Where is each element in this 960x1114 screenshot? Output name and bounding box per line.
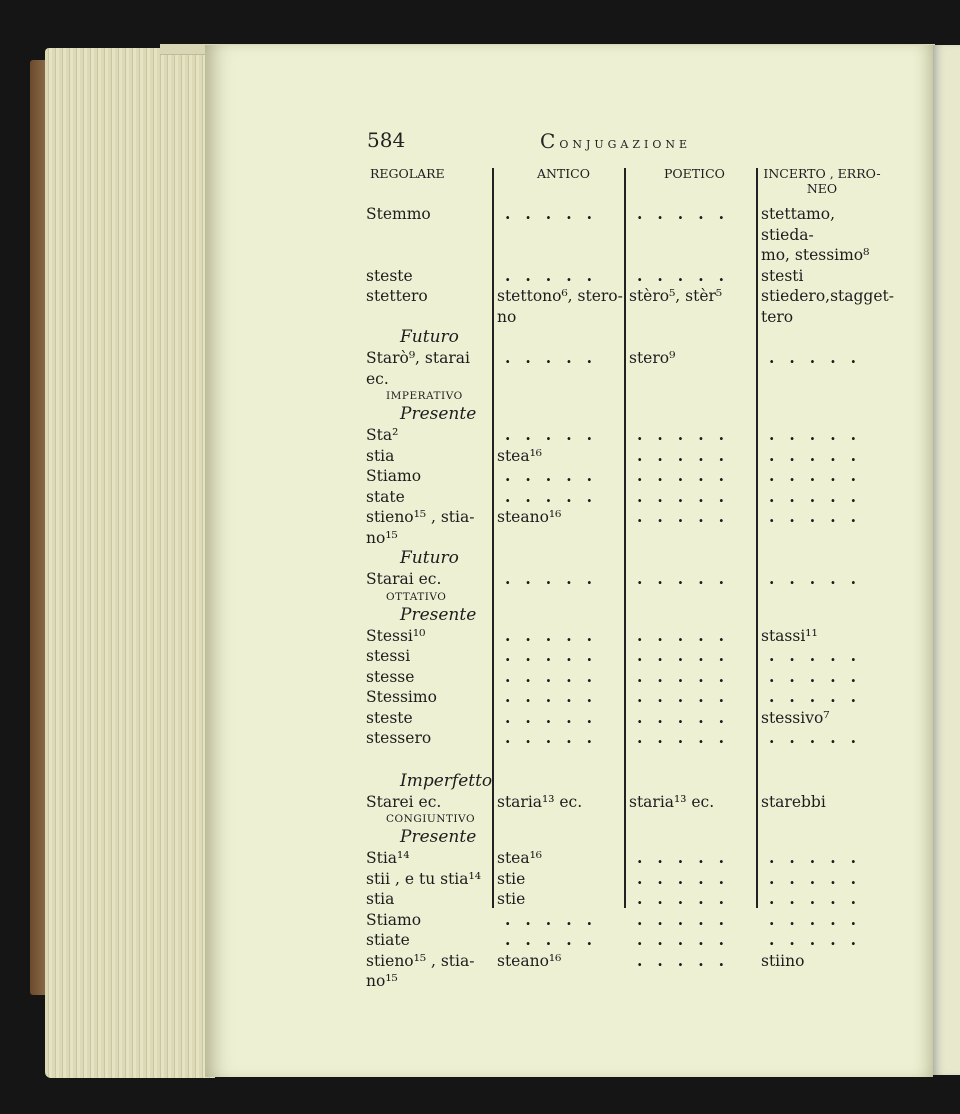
cell-poetico: ..... — [637, 666, 739, 686]
cell-incerto: ..... — [769, 466, 871, 485]
cell-incerto: stettamo, stieda- mo, stessimo⁸ — [761, 205, 870, 264]
cell-antico: ..... — [505, 666, 607, 686]
cell-antico: ..... — [505, 569, 607, 588]
cell-regolare: stiate — [366, 931, 410, 949]
cell-regolare: Stiamo — [366, 467, 422, 485]
cell-poetico: ..... — [637, 466, 739, 485]
column-header-antico: ANTICO — [536, 166, 590, 181]
cell-poetico: ..... — [637, 728, 739, 747]
mood-heading: CONGIUNTIVO — [386, 813, 476, 825]
cell-regolare: stesse — [366, 667, 415, 686]
cell-antico: ..... — [505, 204, 607, 223]
cell-incerto: stiedero,stagget- tero — [761, 287, 894, 326]
cell-antico: ..... — [505, 466, 607, 485]
tense-heading: Futuro — [400, 327, 459, 347]
table-row — [366, 687, 882, 708]
table-row — [366, 286, 894, 327]
cell-incerto: ..... — [769, 486, 871, 506]
cell-antico: ..... — [505, 348, 607, 367]
table-row — [366, 889, 882, 910]
table-row — [366, 569, 882, 590]
cell-poetico: ..... — [637, 486, 739, 506]
cell-antico: stea¹⁶ — [497, 849, 543, 867]
cell-antico: steano¹⁶ — [497, 951, 562, 970]
cell-incerto: ..... — [769, 445, 871, 465]
cell-antico: stettono⁶, stero- no — [497, 287, 623, 326]
page-edges — [45, 48, 215, 1078]
table-row — [366, 646, 882, 667]
cell-regolare: steste — [366, 708, 413, 727]
cell-incerto: ..... — [769, 646, 871, 665]
cell-regolare: stii , e tu stia¹⁴ — [366, 869, 481, 888]
cell-incerto: stesti — [761, 266, 804, 285]
cell-poetico: ..... — [637, 646, 739, 665]
table-row — [366, 348, 882, 389]
cell-incerto: stassi¹¹ — [761, 626, 818, 645]
tense-heading: Imperfetto — [400, 770, 493, 791]
tense-heading: Presente — [400, 604, 477, 625]
table-row — [366, 951, 882, 992]
tense-heading: Futuro — [400, 548, 459, 568]
mood-heading: OTTATIVO — [386, 590, 447, 603]
table-row — [366, 626, 882, 647]
cell-regolare: Stiamo — [366, 910, 422, 929]
table-row — [366, 507, 882, 548]
cell-poetico: ..... — [637, 265, 739, 285]
cell-incerto: ..... — [769, 848, 871, 867]
column-header-incerto: INCERTO , ERRO- NEO — [763, 166, 881, 196]
table-row — [366, 266, 882, 287]
column-header-poetico: POETICO — [664, 166, 725, 181]
table-row — [366, 848, 882, 869]
cell-regolare: stieno¹⁵ , stia- no¹⁵ — [366, 951, 475, 990]
cell-regolare: Stemmo — [366, 205, 431, 223]
cell-incerto: starebbi — [761, 792, 826, 811]
cell-regolare: stessi — [366, 647, 411, 665]
cell-poetico: ..... — [637, 625, 739, 645]
cell-poetico: staria¹³ ec. — [629, 792, 715, 811]
cell-regolare: Starai ec. — [366, 570, 442, 588]
spacer — [366, 749, 882, 771]
cell-incerto: ..... — [769, 930, 871, 949]
table-header — [366, 166, 882, 196]
cell-regolare: Sta² — [366, 426, 399, 444]
cell-poetico: ..... — [637, 889, 739, 908]
table-row — [366, 930, 882, 951]
cell-incerto: ..... — [769, 909, 871, 929]
cell-antico: ..... — [505, 687, 607, 706]
cell-antico: ..... — [505, 486, 607, 506]
cell-poetico: ..... — [637, 930, 739, 949]
running-head: Conjugazione — [540, 129, 692, 153]
cell-regolare: Stessimo — [366, 688, 437, 706]
cell-antico: ..... — [505, 707, 607, 727]
cell-antico: stie — [497, 890, 526, 908]
cell-incerto: ..... — [769, 425, 871, 444]
cell-regolare: Starò⁹, starai ec. — [366, 349, 470, 388]
table-row — [366, 446, 882, 467]
cell-poetico: ..... — [637, 848, 739, 867]
table-row — [366, 487, 882, 508]
cell-regolare: steste — [366, 266, 413, 285]
table-body — [366, 204, 894, 992]
mood-heading: IMPERATIVO — [386, 390, 463, 402]
cell-poetico: stero⁹ — [629, 349, 676, 367]
cell-regolare: stia — [366, 446, 395, 465]
conjugation-table — [366, 166, 894, 992]
tense-heading: Presente — [400, 827, 477, 847]
table-row — [366, 204, 882, 266]
cell-antico: steano¹⁶ — [497, 508, 562, 526]
cell-antico: ..... — [505, 728, 607, 747]
cell-incerto: ..... — [769, 666, 871, 686]
cell-regolare: state — [366, 487, 405, 506]
cell-antico: staria¹³ ec. — [497, 792, 583, 811]
table-row — [366, 667, 882, 688]
table-row — [366, 792, 882, 813]
cell-poetico: ..... — [637, 425, 739, 444]
cell-poetico: ..... — [637, 909, 739, 929]
table-row — [366, 466, 882, 487]
cell-poetico: ..... — [637, 507, 739, 526]
cell-regolare: stettero — [366, 287, 428, 305]
facing-page — [933, 45, 960, 1075]
cell-poetico: ..... — [637, 950, 739, 970]
cell-antico: ..... — [505, 646, 607, 665]
cell-poetico: ..... — [637, 204, 739, 223]
cell-regolare: stia — [366, 890, 395, 908]
cell-regolare: stessero — [366, 729, 432, 747]
table-row — [366, 910, 882, 931]
cell-poetico: stèro⁵, stèr⁵ — [629, 287, 723, 305]
cell-antico: ..... — [505, 909, 607, 929]
cell-incerto: ..... — [769, 728, 871, 747]
cell-incerto: ..... — [769, 507, 871, 526]
cell-poetico: ..... — [637, 569, 739, 588]
cell-regolare: stieno¹⁵ , stia- no¹⁵ — [366, 508, 475, 547]
cell-incerto: ..... — [769, 889, 871, 908]
cell-poetico: ..... — [637, 707, 739, 727]
table-row — [366, 869, 882, 890]
cell-poetico: ..... — [637, 687, 739, 706]
cell-poetico: ..... — [637, 445, 739, 465]
cell-antico: stie — [497, 869, 526, 888]
cell-antico: ..... — [505, 930, 607, 949]
cell-antico: ..... — [505, 425, 607, 444]
cell-incerto: stiino — [761, 951, 805, 970]
cell-incerto: ..... — [769, 348, 871, 367]
cell-incerto: ..... — [769, 569, 871, 588]
cell-regolare: Stessi¹⁰ — [366, 626, 426, 645]
table-row — [366, 728, 882, 749]
cell-incerto: stessivo⁷ — [761, 708, 830, 727]
page-number: 584 — [367, 128, 406, 152]
cell-incerto: ..... — [769, 687, 871, 706]
cell-regolare: Stia¹⁴ — [366, 849, 410, 867]
table-row — [366, 708, 882, 729]
cell-antico: ..... — [505, 625, 607, 645]
cell-poetico: ..... — [637, 868, 739, 888]
cell-regolare: Starei ec. — [366, 792, 442, 811]
column-header-regolare: REGOLARE — [370, 166, 445, 181]
tense-heading: Presente — [400, 404, 477, 424]
table-row — [366, 425, 882, 446]
cell-antico: ..... — [505, 265, 607, 285]
cell-antico: stea¹⁶ — [497, 446, 543, 465]
cell-incerto: ..... — [769, 868, 871, 888]
